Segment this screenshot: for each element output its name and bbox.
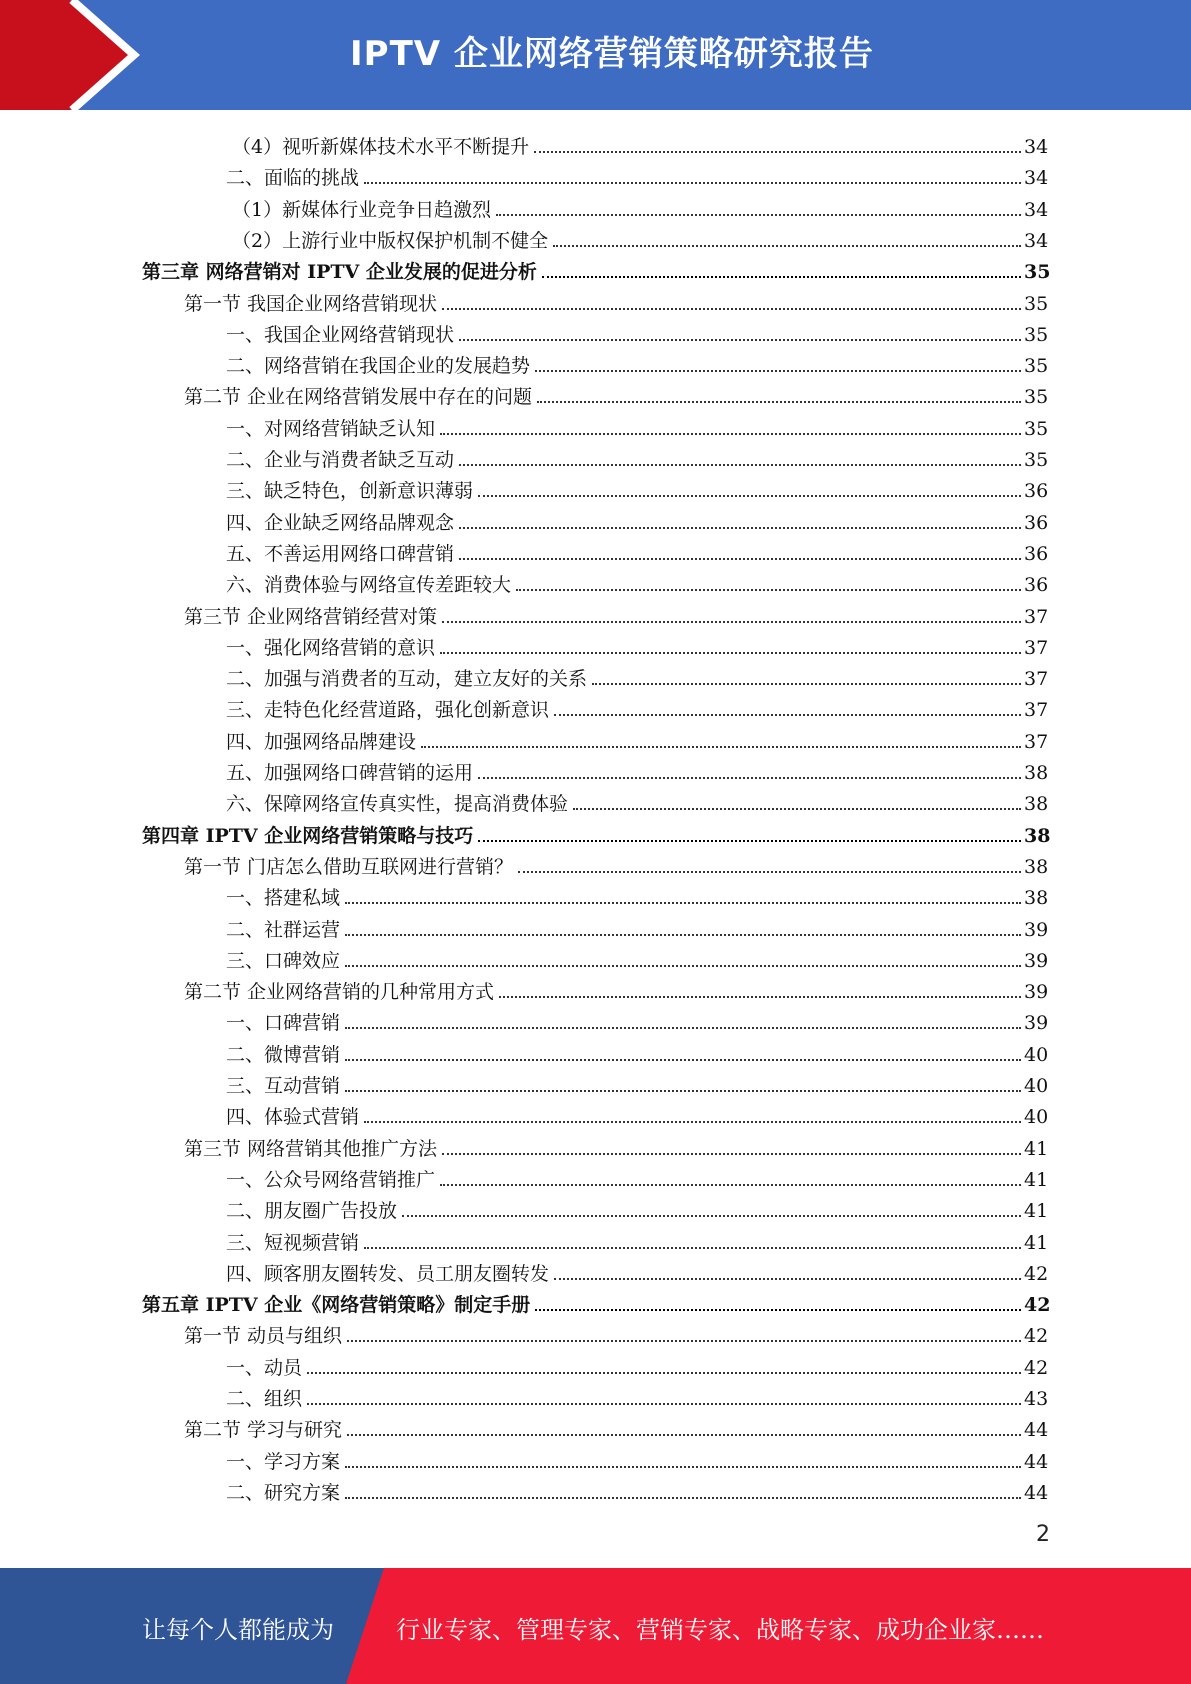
- toc-subsection-entry[interactable]: [226, 1474, 1048, 1505]
- toc-dot-leader: [542, 275, 1021, 278]
- toc-subsection-entry[interactable]: [226, 1255, 1048, 1286]
- toc-entry-page: 38: [1024, 855, 1049, 878]
- toc-section-entry[interactable]: [184, 285, 1048, 316]
- toc-entry-page: 40: [1024, 1043, 1049, 1066]
- toc-entry-label: 一、学习方案: [226, 1450, 341, 1473]
- toc-entry-label: （1）新媒体行业竞争日趋激烈: [232, 198, 492, 221]
- toc-entry-page: 39: [1024, 981, 1049, 1004]
- toc-dot-leader: [440, 432, 1021, 435]
- toc-subsection-entry[interactable]: [226, 1161, 1048, 1192]
- toc-entry-page: 34: [1024, 198, 1049, 221]
- toc-dot-leader: [421, 745, 1021, 748]
- toc-dot-leader: [402, 1214, 1021, 1217]
- page-number: 2: [1036, 1522, 1050, 1547]
- toc-subsection-entry[interactable]: [226, 1098, 1048, 1129]
- toc-section-entry[interactable]: [184, 378, 1048, 409]
- toc-entry-page: 35: [1024, 449, 1049, 471]
- toc-entry-page: 35: [1024, 292, 1049, 315]
- toc-entry-page: 43: [1024, 1388, 1049, 1410]
- toc-dot-leader: [459, 557, 1021, 560]
- toc-dot-leader: [307, 1402, 1021, 1405]
- toc-subsection-entry[interactable]: [232, 128, 1048, 159]
- toc-entry-page: 42: [1024, 1325, 1049, 1348]
- toc-dot-leader: [499, 995, 1021, 998]
- toc-entry-label: 第一节 门店怎么借助互联网进行营销？: [184, 855, 514, 878]
- toc-subsection-entry[interactable]: [226, 629, 1048, 660]
- toc-dot-leader: [440, 651, 1021, 654]
- toc-subsection-entry[interactable]: [226, 316, 1048, 347]
- toc-entry-label: 第二节 企业在网络营销发展中存在的问题: [184, 386, 533, 409]
- toc-entry-page: 37: [1024, 699, 1049, 722]
- toc-subsection-entry[interactable]: [226, 347, 1048, 378]
- toc-entry-page: 35: [1024, 355, 1049, 378]
- toc-entry-page: 37: [1024, 636, 1049, 659]
- toc-dot-leader: [459, 526, 1021, 529]
- toc-subsection-entry[interactable]: [226, 566, 1048, 597]
- toc-dot-leader: [442, 620, 1021, 623]
- toc-entry-page: 37: [1024, 730, 1049, 753]
- toc-section-entry[interactable]: [184, 1411, 1048, 1442]
- toc-subsection-entry[interactable]: [226, 472, 1048, 503]
- toc-subsection-entry[interactable]: [226, 691, 1048, 722]
- toc-entry-label: 三、短视频营销: [226, 1231, 360, 1254]
- toc-entry-page: 40: [1024, 1075, 1049, 1097]
- toc-dot-leader: [364, 181, 1021, 184]
- toc-entry-label: 二、组织: [226, 1388, 303, 1410]
- toc-dot-leader: [442, 307, 1021, 310]
- toc-subsection-entry[interactable]: [226, 1224, 1048, 1255]
- toc-dot-leader: [459, 338, 1021, 341]
- toc-section-entry[interactable]: [184, 1130, 1048, 1161]
- toc-entry-page: 42: [1024, 1294, 1051, 1317]
- toc-entry-label: 一、强化网络营销的意识: [226, 636, 436, 659]
- toc-entry-label: 六、消费体验与网络宣传差距较大: [226, 574, 512, 597]
- toc-subsection-entry[interactable]: [226, 410, 1048, 441]
- toc-entry-label: 二、面临的挑战: [226, 167, 360, 190]
- toc-entry-page: 44: [1024, 1481, 1049, 1504]
- toc-entry-page: 35: [1024, 261, 1051, 284]
- toc-subsection-entry[interactable]: [226, 879, 1048, 910]
- toc-entry-label: 二、研究方案: [226, 1481, 341, 1504]
- toc-entry-page: 44: [1024, 1450, 1049, 1473]
- toc-subsection-entry[interactable]: [226, 942, 1048, 973]
- toc-subsection-entry[interactable]: [226, 1349, 1048, 1380]
- toc-section-entry[interactable]: [184, 973, 1048, 1004]
- toc-subsection-entry[interactable]: [226, 1192, 1048, 1223]
- toc-dot-leader: [573, 807, 1021, 810]
- toc-entry-page: 38: [1024, 824, 1051, 847]
- toc-entry-label: 第三节 网络营销其他推广方法: [184, 1137, 438, 1160]
- toc-dot-leader: [347, 1433, 1021, 1436]
- toc-entry-label: 一、公众号网络营销推广: [226, 1168, 436, 1191]
- toc-dot-leader: [535, 369, 1021, 372]
- toc-entry-label: 一、动员: [226, 1356, 303, 1379]
- toc-entry-label: 四、顾客朋友圈转发、员工朋友圈转发: [226, 1262, 550, 1285]
- toc-subsection-entry[interactable]: [226, 159, 1048, 190]
- toc-entry-label: 第二节 学习与研究: [184, 1419, 343, 1442]
- toc-entry-label: 五、加强网络口碑营销的运用: [226, 762, 474, 784]
- toc-entry-label: 一、搭建私域: [226, 887, 341, 910]
- toc-entry-label: 第五章 IPTV 企业《网络营销策略》制定手册: [142, 1294, 531, 1317]
- toc-dot-leader: [534, 150, 1021, 153]
- toc-entry-page: 39: [1024, 1012, 1049, 1035]
- toc-subsection-entry[interactable]: [226, 911, 1048, 942]
- toc-entry-page: 37: [1024, 668, 1049, 691]
- toc-entry-page: 42: [1024, 1262, 1049, 1285]
- toc-entry-page: 39: [1024, 918, 1049, 941]
- toc-dot-leader: [478, 494, 1021, 497]
- toc-entry-label: （2）上游行业中版权保护机制不健全: [232, 229, 549, 252]
- toc-dot-leader: [345, 1465, 1021, 1468]
- toc-subsection-entry[interactable]: [226, 1036, 1048, 1067]
- toc-entry-label: 一、我国企业网络营销现状: [226, 323, 455, 346]
- toc-entry-page: 36: [1024, 574, 1049, 597]
- toc-dot-leader: [364, 1246, 1021, 1249]
- toc-dot-leader: [478, 839, 1021, 842]
- footer-slogan-left: 让每个人都能成为: [142, 1616, 334, 1644]
- toc-entry-page: 44: [1024, 1419, 1049, 1442]
- toc-entry-page: 41: [1024, 1137, 1049, 1160]
- toc-entry-label: 三、走特色化经营道路，强化创新意识: [226, 699, 550, 722]
- toc-subsection-entry[interactable]: [226, 660, 1048, 691]
- toc-entry-page: 35: [1024, 323, 1049, 346]
- toc-dot-leader: [345, 901, 1021, 904]
- toc-dot-leader: [345, 1058, 1021, 1061]
- toc-entry-page: 36: [1024, 542, 1049, 565]
- toc-entry-label: 二、企业与消费者缺乏互动: [226, 449, 455, 471]
- toc-entry-label: 三、互动营销: [226, 1075, 341, 1097]
- toc-chapter-entry[interactable]: [142, 1286, 1051, 1317]
- toc-chapter-entry[interactable]: [142, 253, 1051, 284]
- toc-subsection-entry[interactable]: [226, 1004, 1048, 1035]
- toc-dot-leader: [554, 713, 1021, 716]
- toc-subsection-entry[interactable]: [226, 723, 1048, 754]
- toc-entry-page: 35: [1024, 417, 1049, 440]
- toc-dot-leader: [345, 1026, 1021, 1029]
- toc-subsection-entry[interactable]: [226, 754, 1048, 785]
- toc-entry-label: 第三节 企业网络营销经营对策: [184, 605, 438, 628]
- toc-subsection-entry[interactable]: [226, 785, 1048, 816]
- toc-section-entry[interactable]: [184, 1317, 1048, 1348]
- toc-dot-leader: [364, 1120, 1021, 1123]
- toc-dot-leader: [554, 1277, 1021, 1280]
- toc-dot-leader: [345, 933, 1021, 936]
- toc-entry-page: 36: [1024, 480, 1049, 503]
- toc-entry-label: 三、缺乏特色，创新意识薄弱: [226, 480, 474, 503]
- toc-section-entry[interactable]: [184, 598, 1048, 629]
- toc-subsection-entry[interactable]: [232, 222, 1048, 253]
- toc-subsection-entry[interactable]: [226, 1443, 1048, 1474]
- toc-subsection-entry[interactable]: [232, 191, 1048, 222]
- toc-entry-page: 41: [1024, 1200, 1049, 1223]
- toc-entry-page: 34: [1024, 229, 1049, 252]
- toc-chapter-entry[interactable]: [142, 817, 1051, 848]
- toc-entry-page: 41: [1024, 1231, 1049, 1254]
- toc-entry-label: （4）视听新媒体技术水平不断提升: [232, 136, 530, 158]
- toc-dot-leader: [345, 1089, 1021, 1092]
- toc-entry-label: 四、体验式营销: [226, 1106, 360, 1129]
- toc-subsection-entry[interactable]: [226, 535, 1048, 566]
- toc-entry-label: 六、保障网络宣传真实性，提高消费体验: [226, 793, 569, 816]
- toc-entry-page: 36: [1024, 511, 1049, 534]
- toc-entry-page: 35: [1024, 386, 1049, 409]
- toc-entry-label: 二、加强与消费者的互动，建立友好的关系: [226, 668, 588, 691]
- toc-entry-label: 五、不善运用网络口碑营销: [226, 542, 455, 565]
- toc-entry-label: 二、社群运营: [226, 918, 341, 941]
- toc-subsection-entry[interactable]: [226, 1380, 1048, 1411]
- toc-subsection-entry[interactable]: [226, 504, 1048, 535]
- toc-dot-leader: [553, 244, 1021, 247]
- toc-dot-leader: [459, 463, 1021, 466]
- toc-subsection-entry[interactable]: [226, 441, 1048, 472]
- toc-section-entry[interactable]: [184, 848, 1048, 879]
- toc-entry-page: 37: [1024, 605, 1049, 628]
- toc-entry-page: 40: [1024, 1106, 1049, 1129]
- footer-slogan-right: 行业专家、管理专家、营销专家、战略专家、成功企业家……: [396, 1616, 1044, 1644]
- toc-dot-leader: [496, 213, 1021, 216]
- toc-subsection-entry[interactable]: [226, 1067, 1048, 1098]
- toc-dot-leader: [535, 1308, 1021, 1311]
- toc-entry-label: 二、朋友圈广告投放: [226, 1200, 398, 1223]
- toc-entry-label: 第四章 IPTV 企业网络营销策略与技巧: [142, 824, 474, 847]
- toc-entry-page: 39: [1024, 949, 1049, 972]
- toc-entry-label: 二、微博营销: [226, 1043, 341, 1066]
- toc-dot-leader: [442, 1152, 1021, 1155]
- toc-entry-label: 三、口碑效应: [226, 949, 341, 972]
- toc-dot-leader: [516, 588, 1021, 591]
- toc-entry-page: 34: [1024, 167, 1049, 190]
- toc-dot-leader: [518, 870, 1021, 873]
- toc-dot-leader: [440, 1183, 1021, 1186]
- toc-entry-label: 四、企业缺乏网络品牌观念: [226, 511, 455, 534]
- toc-entry-page: 38: [1024, 793, 1049, 816]
- toc-entry-page: 38: [1024, 762, 1049, 784]
- red-chevron-graphic: [0, 0, 150, 110]
- toc-entry-page: 34: [1024, 136, 1049, 158]
- report-title: IPTV 企业网络营销策略研究报告: [350, 34, 874, 74]
- toc-entry-page: 41: [1024, 1168, 1049, 1191]
- toc-dot-leader: [345, 1496, 1021, 1499]
- toc-entry-label: 一、口碑营销: [226, 1012, 341, 1035]
- toc-dot-leader: [537, 400, 1021, 403]
- toc-entry-label: 一、对网络营销缺乏认知: [226, 417, 436, 440]
- page-header: [0, 0, 1191, 110]
- page-footer: [0, 1568, 1191, 1684]
- toc-entry-label: 第一节 动员与组织: [184, 1325, 343, 1348]
- toc-entry-page: 42: [1024, 1356, 1049, 1379]
- toc-entry-label: 四、加强网络品牌建设: [226, 730, 417, 753]
- toc-entry-label: 二、网络营销在我国企业的发展趋势: [226, 355, 531, 378]
- toc-entry-label: 第一节 我国企业网络营销现状: [184, 292, 438, 315]
- toc-dot-leader: [307, 1371, 1021, 1374]
- toc-dot-leader: [345, 964, 1021, 967]
- toc-entry-label: 第二节 企业网络营销的几种常用方式: [184, 981, 495, 1004]
- toc-dot-leader: [347, 1339, 1021, 1342]
- toc-dot-leader: [592, 682, 1021, 685]
- toc-dot-leader: [478, 776, 1021, 779]
- toc-entry-label: 第三章 网络营销对 IPTV 企业发展的促进分析: [142, 261, 537, 284]
- toc-entry-page: 38: [1024, 887, 1049, 910]
